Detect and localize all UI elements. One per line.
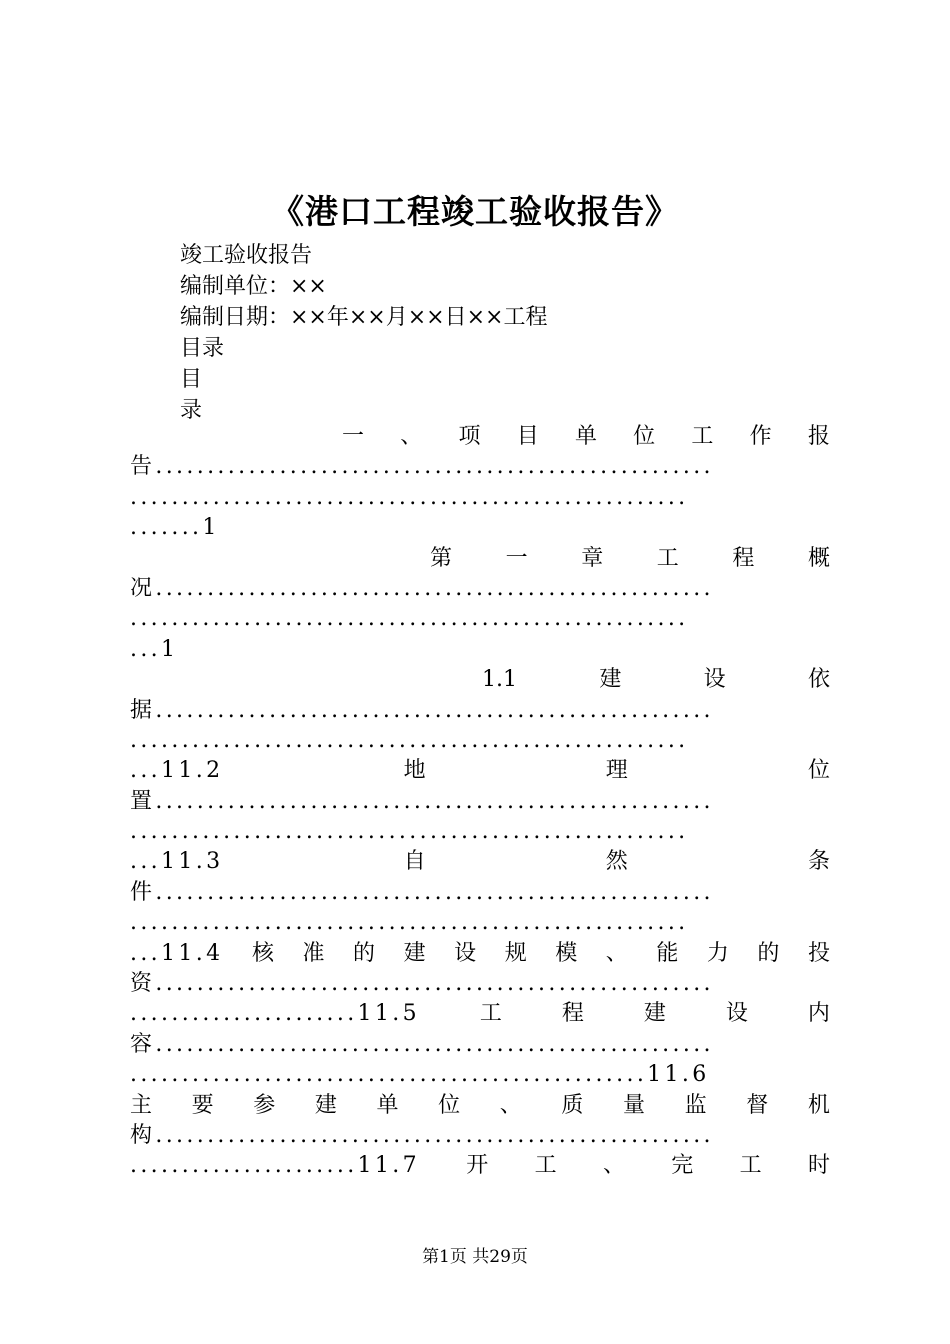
toc-line: 件...................................................... xyxy=(130,879,714,905)
document-title: 《港口工程竣工验收报告》 xyxy=(271,192,679,231)
toc-word: 依 xyxy=(807,667,830,693)
toc-word: 完 xyxy=(671,1153,694,1179)
toc-word: 程 xyxy=(732,545,755,571)
toc-word: 质 xyxy=(561,1092,584,1118)
intro-block xyxy=(180,240,547,426)
intro-line: 目录 xyxy=(180,336,225,361)
toc-word: 内 xyxy=(807,1001,830,1027)
toc-line xyxy=(130,1091,830,1121)
toc-word: 位 xyxy=(633,424,656,449)
toc-line: ...1 xyxy=(130,636,179,662)
toc-line: ...................................................... xyxy=(130,484,689,510)
toc-word: 自 xyxy=(403,849,426,875)
toc-word: ...11.3 xyxy=(130,849,224,875)
toc-line: 况...................................................... xyxy=(130,575,714,601)
toc-word: 理 xyxy=(605,758,628,784)
toc-word: 建 xyxy=(403,940,426,966)
toc-word: 一 xyxy=(342,424,365,449)
toc-word: 模 xyxy=(555,940,578,966)
toc-line xyxy=(130,665,830,695)
toc-word: 要 xyxy=(191,1092,214,1118)
toc-word: 工 xyxy=(691,424,714,449)
intro-line: 录 xyxy=(180,398,203,423)
toc-word: 参 xyxy=(253,1092,276,1118)
toc-word: 督 xyxy=(746,1092,769,1118)
toc-word: 项 xyxy=(458,424,481,449)
toc-line: ...................................................... xyxy=(130,727,689,753)
toc-word: 1.1 xyxy=(482,667,517,693)
toc-line xyxy=(130,999,830,1029)
toc-line: 容...................................................... xyxy=(130,1031,714,1057)
page-footer: 第1页 共29页 xyxy=(422,1247,528,1267)
toc-line: .......1 xyxy=(130,515,220,541)
toc-line: 据...................................................... xyxy=(130,697,714,723)
toc-word: 准 xyxy=(302,940,325,966)
intro-line: 编制日期：××年××月××日××工程 xyxy=(180,305,548,330)
toc-line xyxy=(130,939,830,969)
toc-word: 设 xyxy=(454,940,477,966)
toc-word: 、 xyxy=(400,424,423,449)
toc-word: ......................11.5 xyxy=(130,1001,420,1027)
toc-line xyxy=(130,1151,830,1181)
toc-word: 工 xyxy=(534,1153,557,1179)
toc-word: 然 xyxy=(605,849,628,875)
toc-line xyxy=(130,422,830,452)
toc-word: 监 xyxy=(684,1092,707,1118)
toc-word: 条 xyxy=(807,849,830,875)
toc-word: ...11.2 xyxy=(130,758,224,784)
toc-word: 单 xyxy=(376,1092,399,1118)
toc-line xyxy=(130,847,830,877)
toc-line: 置...................................................... xyxy=(130,788,714,814)
toc-word: 、 xyxy=(605,940,628,966)
toc-word: 时 xyxy=(807,1153,830,1179)
toc-word: 位 xyxy=(807,758,830,784)
toc-word: 建 xyxy=(314,1092,337,1118)
toc-word: 程 xyxy=(561,1001,584,1027)
toc-line: 构...................................................... xyxy=(130,1122,714,1148)
toc-word: 投 xyxy=(807,940,830,966)
toc-word: 规 xyxy=(504,940,527,966)
toc-word: ......................11.7 xyxy=(130,1153,420,1179)
table-of-contents xyxy=(130,422,830,1182)
toc-word: 力 xyxy=(706,940,729,966)
toc-word: 开 xyxy=(466,1153,489,1179)
toc-word: ...11.4 xyxy=(130,940,224,966)
toc-line: ...................................................... xyxy=(130,819,689,845)
toc-word: 目 xyxy=(516,424,539,449)
toc-word: 工 xyxy=(479,1001,502,1027)
toc-line: 资...................................................... xyxy=(130,971,714,997)
toc-line: ...................................................... xyxy=(130,606,689,632)
toc-line: 告...................................................... xyxy=(130,454,714,480)
toc-line xyxy=(130,756,830,786)
intro-line: 编制单位：×× xyxy=(180,274,327,299)
toc-word: 机 xyxy=(807,1092,830,1118)
intro-line: 竣工验收报告 xyxy=(180,243,313,268)
toc-word: 能 xyxy=(656,940,679,966)
toc-word: 的 xyxy=(353,940,376,966)
toc-word: 量 xyxy=(623,1092,646,1118)
toc-word: 核 xyxy=(251,940,274,966)
toc-word: 一 xyxy=(505,545,528,571)
toc-word: 章 xyxy=(581,545,604,571)
toc-word: 报 xyxy=(807,424,830,449)
toc-word: 位 xyxy=(438,1092,461,1118)
toc-word: 、 xyxy=(499,1092,522,1118)
toc-line: ...................................................... xyxy=(130,910,689,936)
toc-word: 作 xyxy=(749,424,772,449)
toc-word: 主 xyxy=(130,1092,153,1118)
toc-word: 工 xyxy=(656,545,679,571)
toc-word: 单 xyxy=(574,424,597,449)
toc-word: 设 xyxy=(703,667,726,693)
intro-line: 目 xyxy=(180,367,203,392)
toc-word: 地 xyxy=(403,758,426,784)
toc-line: ..................................................11.6 xyxy=(130,1062,710,1088)
toc-word: 第 xyxy=(430,545,453,571)
toc-word: 建 xyxy=(599,667,622,693)
toc-word: 概 xyxy=(807,545,830,571)
toc-word: 设 xyxy=(725,1001,748,1027)
toc-word: 的 xyxy=(757,940,780,966)
toc-word: 工 xyxy=(739,1153,762,1179)
toc-word: 建 xyxy=(643,1001,666,1027)
toc-line xyxy=(130,544,830,574)
toc-word: 、 xyxy=(602,1153,625,1179)
